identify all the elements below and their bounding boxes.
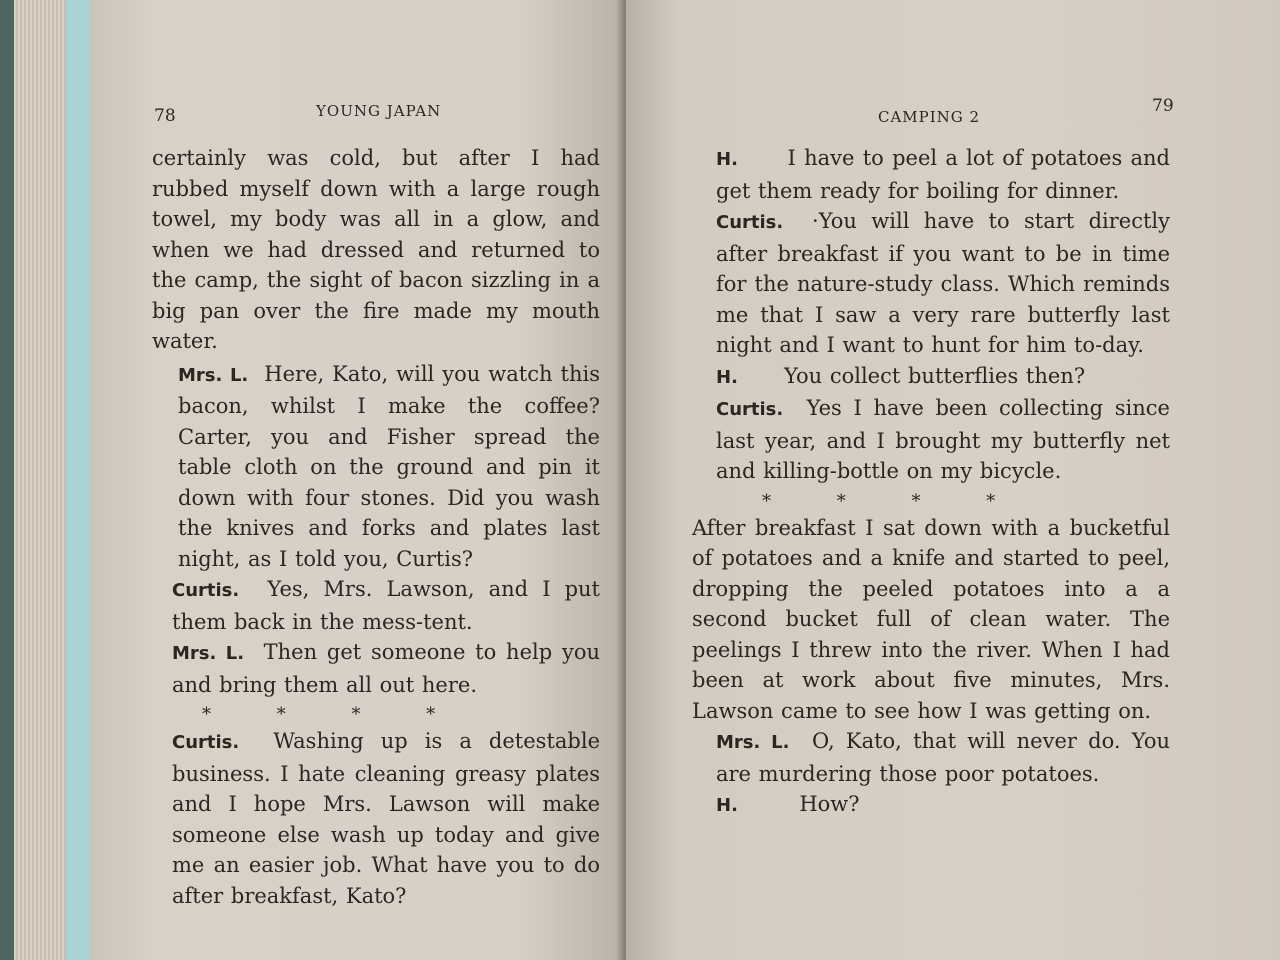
- speaker-label: Curtis.: [172, 732, 240, 753]
- page-number-right: 79: [1152, 96, 1174, 116]
- dialogue-line: [152, 574, 600, 637]
- speaker-label: Mrs. L.: [178, 364, 249, 386]
- speaker-label: Mrs. L.: [716, 732, 790, 753]
- speaker-label: Curtis.: [716, 399, 784, 420]
- right-page: [626, 0, 1280, 960]
- dialogue-line: [692, 143, 1170, 206]
- dialogue-text: ·You will have to start directly after breakfast if you want to be in time for the nature-study class. Which reminds me that I saw a very rare butterfly last night and I want to hunt for him to-day.: [716, 209, 1170, 357]
- page-number-left: 78: [154, 106, 176, 126]
- narration-paragraph: After breakfast I sat down with a bucketful of potatoes and a knife and started to peel, dropping the peeled potatoes into a a second bucket full of clean water. The peelings I threw into the river. When I had been at work about five minutes, Mrs. Lawson came to see how I was getting on.: [692, 515, 1170, 723]
- dialogue-text: I have to peel a lot of potatoes and get them ready for boiling for dinner.: [716, 146, 1170, 203]
- dialogue-line: [692, 726, 1170, 789]
- dialogue-text: Then get someone to help you and bring them all out here.: [172, 640, 600, 697]
- dialogue-line: [152, 359, 600, 575]
- dialogue-text: Yes I have been collecting since last year, and I brought my butterfly net and killing-bottle on my bicycle.: [716, 396, 1170, 483]
- running-head-left: YOUNG JAPAN: [316, 102, 442, 120]
- speaker-label: H.: [716, 366, 738, 388]
- speaker-label: Curtis.: [716, 212, 784, 233]
- dialogue-text: Yes, Mrs. Lawson, and I put them back in the mess-tent.: [172, 577, 600, 634]
- running-head-right: CAMPING 2: [878, 108, 981, 126]
- dialogue-line: [692, 206, 1170, 361]
- left-page: [90, 0, 626, 960]
- bookmark-ribbon: [66, 0, 90, 960]
- page-stack-edge: [14, 0, 66, 960]
- dialogue-text: Here, Kato, will you watch this bacon, whilst I make the coffee? Carter, you and Fisher spread the table cloth on the ground and pin it down with four stones. Did you wash the knives and forks and plates last night, as I told you, Curtis?: [178, 361, 600, 571]
- right-page-body: [692, 143, 1170, 822]
- dialogue-text: O, Kato, that will never do. You are murdering those poor potatoes.: [716, 729, 1170, 786]
- speaker-label: Curtis.: [172, 580, 240, 601]
- section-separator: * * * *: [762, 490, 996, 512]
- intro-paragraph: certainly was cold, but after I had rubbed myself down with a large rough towel, my body was all in a glow, and when we had dressed and returned to the camp, the sight of bacon sizzling in a big pan over the fire made my mouth water.: [152, 146, 600, 353]
- dialogue-line: [692, 393, 1170, 487]
- dialogue-line: [692, 361, 1170, 394]
- dialogue-text: You collect butterflies then?: [783, 363, 1086, 388]
- dialogue-line: [152, 637, 600, 700]
- left-page-body: [152, 143, 600, 911]
- speaker-label: H.: [716, 149, 738, 170]
- section-separator: * * * *: [202, 704, 436, 725]
- dialogue-line: [692, 789, 1170, 822]
- dialogue-text: How?: [799, 792, 860, 816]
- dialogue-line: [152, 726, 600, 911]
- book-cover-edge: [0, 0, 14, 960]
- dialogue-text: Washing up is a detestable business. I hate cleaning greasy plates and I hope Mrs. Lawson will make someone else wash up today and give me an easier job. What have you to do after breakfast, Kato?: [172, 729, 600, 908]
- speaker-label: Mrs. L.: [172, 643, 245, 664]
- speaker-label: H.: [716, 795, 738, 816]
